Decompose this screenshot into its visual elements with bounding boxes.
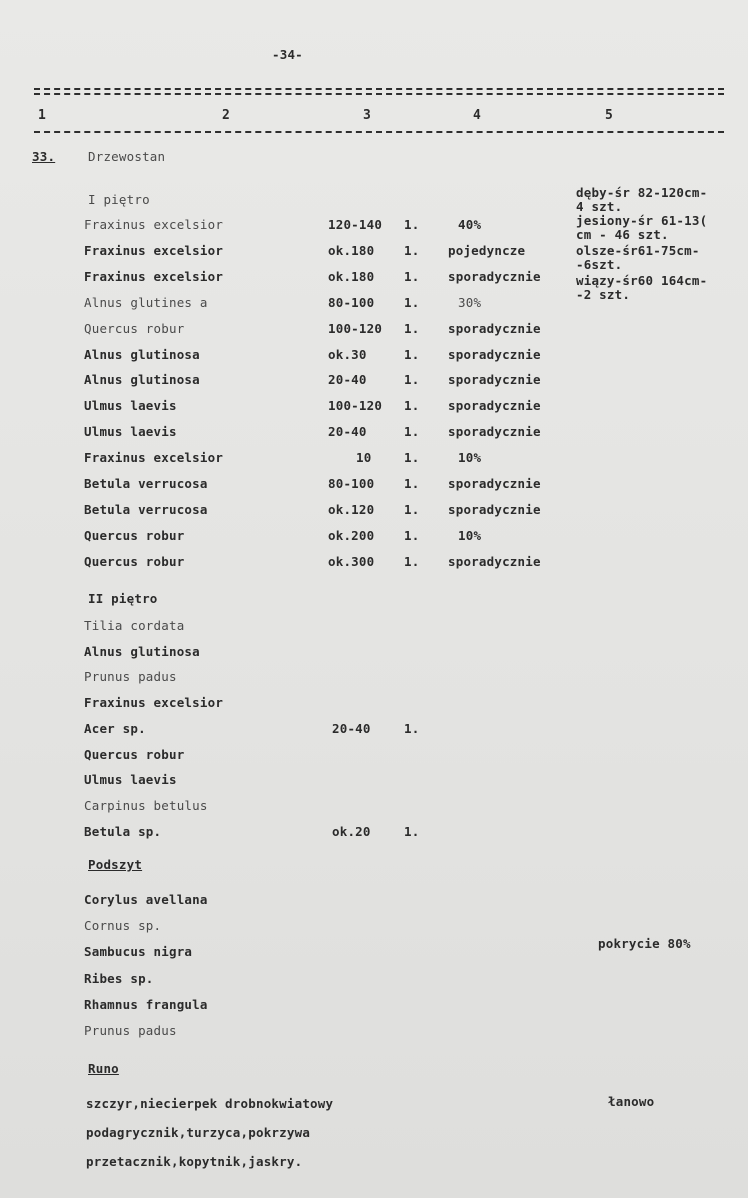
class-value: 1. (404, 346, 420, 362)
species-name: Betula verrucosa (84, 501, 208, 517)
species-name: Alnus glutinosa (84, 346, 200, 362)
section-number: 33. (32, 149, 56, 164)
dbh-value: ok.180 (328, 268, 375, 284)
undergrowth-species: Corylus avellana (84, 892, 208, 907)
column-header-5: 5 (605, 108, 613, 123)
species-name: Carpinus betulus (84, 797, 208, 813)
class-value: 1. (404, 268, 420, 284)
remark-line: olsze-śr61-75cm- (576, 243, 700, 258)
share-value: sporadycznie (448, 424, 541, 440)
class-value: 1. (404, 372, 420, 388)
class-value: 1. (404, 501, 420, 517)
undergrowth-species: Ribes sp. (84, 970, 154, 986)
species-name: Fraxinus excelsior (84, 695, 224, 711)
share-value: sporadycznie (448, 553, 541, 569)
species-name: Ulmus laevis (84, 772, 177, 788)
undergrowth-species: Prunus padus (84, 1023, 177, 1038)
remark-line: jesiony-śr 61-13( (576, 213, 708, 228)
species-name: Betula verrucosa (84, 476, 208, 491)
species-name: Tilia cordata (84, 618, 185, 633)
share-value: sporadycznie (448, 501, 541, 517)
species-name: Alnus glutinosa (84, 372, 200, 388)
class-value: 1. (404, 294, 420, 310)
herb-species-line: przetacznik,kopytnik,jaskry. (86, 1154, 303, 1169)
undergrowth-title: Podszyt (88, 857, 143, 872)
dbh-value: 10 (356, 450, 372, 466)
herb-title: Runo (88, 1061, 119, 1076)
undergrowth-species: Rhamnus frangula (84, 996, 208, 1012)
dbh-value: ok.20 (332, 823, 371, 839)
header-rule-top-2 (34, 93, 724, 95)
share-value: sporadycznie (448, 476, 541, 491)
dbh-value: 120-140 (328, 217, 383, 232)
class-value: 1. (404, 242, 420, 258)
dbh-value: 20-40 (328, 372, 367, 388)
species-name: Fraxinus excelsior (84, 242, 224, 258)
dbh-value: ok.300 (328, 553, 375, 569)
species-name: Quercus robur (84, 527, 185, 543)
share-value: sporadycznie (448, 268, 541, 284)
share-value: 10% (458, 450, 482, 466)
share-value: 30% (458, 294, 482, 310)
class-value: 1. (404, 450, 420, 466)
dbh-value: 20-40 (332, 720, 371, 736)
storey-1-label: I piętro (88, 192, 150, 207)
share-value: 40% (458, 217, 482, 232)
class-value: 1. (404, 398, 420, 414)
remark-line: cm - 46 szt. (576, 227, 669, 242)
remark-line: -6szt. (576, 257, 623, 272)
undergrowth-cover: pokrycie 80% (598, 936, 691, 951)
share-value: sporadycznie (448, 320, 541, 336)
dbh-value: 100-120 (328, 398, 383, 414)
dbh-value: ok.30 (328, 346, 367, 362)
species-name: Fraxinus excelsior (84, 450, 224, 466)
species-name: Quercus robur (84, 746, 185, 762)
remark-line: 4 szt. (576, 199, 623, 214)
header-rule-top (34, 88, 724, 90)
page-number: -34- (272, 47, 303, 62)
class-value: 1. (404, 476, 420, 491)
species-name: Betula sp. (84, 823, 162, 839)
class-value: 1. (404, 720, 420, 736)
species-name: Alnus glutines a (84, 294, 208, 310)
storey-2-label: II piętro (88, 591, 158, 606)
section-title: Drzewostan (88, 149, 166, 164)
share-value: sporadycznie (448, 372, 541, 388)
dbh-value: 100-120 (328, 320, 383, 336)
column-header-1: 1 (38, 108, 46, 123)
species-name: Ulmus laevis (84, 398, 177, 414)
remark-line: -2 szt. (576, 287, 631, 302)
species-name: Prunus padus (84, 669, 177, 685)
herb-note: łanowo (608, 1094, 655, 1109)
undergrowth-species: Cornus sp. (84, 918, 162, 934)
dbh-value: 20-40 (328, 424, 367, 440)
species-name: Fraxinus excelsior (84, 268, 224, 284)
class-value: 1. (404, 823, 420, 839)
class-value: 1. (404, 527, 420, 543)
column-header-4: 4 (473, 108, 481, 123)
share-value: 10% (458, 527, 482, 543)
class-value: 1. (404, 320, 420, 336)
header-rule-bottom (34, 131, 724, 133)
remark-line: wiązy-śr60 164cm- (576, 273, 708, 288)
species-name: Acer sp. (84, 720, 146, 736)
column-header-3: 3 (363, 108, 371, 123)
species-name: Fraxinus excelsior (84, 217, 224, 232)
species-name: Quercus robur (84, 320, 185, 336)
share-value: sporadycznie (448, 398, 541, 414)
dbh-value: ok.200 (328, 527, 375, 543)
class-value: 1. (404, 217, 420, 232)
dbh-value: 80-100 (328, 294, 375, 310)
column-header-2: 2 (222, 108, 230, 123)
share-value: pojedyncze (448, 242, 526, 258)
species-name: Alnus glutinosa (84, 643, 200, 659)
species-name: Quercus robur (84, 553, 185, 569)
dbh-value: ok.120 (328, 501, 375, 517)
undergrowth-species: Sambucus nigra (84, 944, 193, 960)
species-name: Ulmus laevis (84, 424, 177, 440)
remark-line: dęby-śr 82-120cm- (576, 185, 708, 200)
herb-species-line: podagrycznik,turzyca,pokrzywa (86, 1125, 311, 1140)
dbh-value: 80-100 (328, 476, 375, 491)
dbh-value: ok.180 (328, 242, 375, 258)
share-value: sporadycznie (448, 346, 541, 362)
class-value: 1. (404, 553, 420, 569)
herb-species-line: szczyr,niecierpek drobnokwiatowy (86, 1096, 334, 1111)
class-value: 1. (404, 424, 420, 440)
